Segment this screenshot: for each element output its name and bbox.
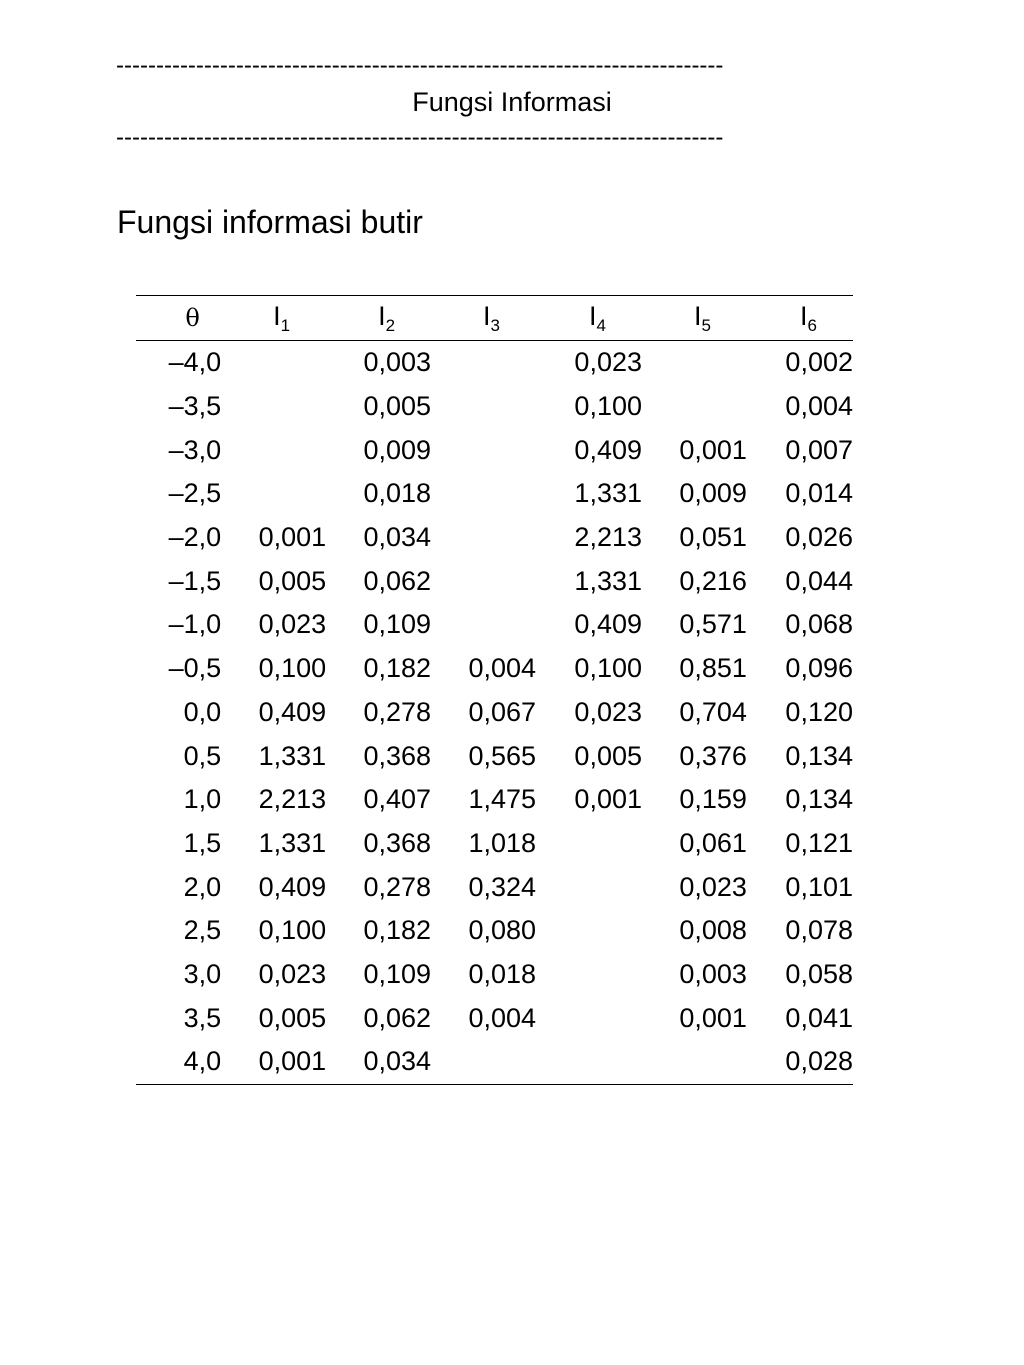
theta-cell: 3,5	[183, 1002, 222, 1033]
column-header-i4	[536, 296, 642, 341]
information-cell-i2: 0,005	[363, 391, 432, 422]
information-cell-i6: 0,068	[785, 609, 853, 640]
column-header-subscript: 1	[280, 315, 291, 335]
column-header-symbol: I	[378, 300, 386, 331]
information-cell-i4	[536, 909, 642, 953]
column-header-subscript: 3	[490, 315, 501, 335]
column-header-symbol: I	[273, 300, 281, 331]
theta-cell: 1,0	[183, 784, 222, 815]
table-row	[136, 865, 853, 909]
table-header-row	[136, 296, 853, 341]
theta-cell: 0,5	[183, 740, 222, 771]
information-cell-i5: 0,851	[679, 653, 747, 684]
information-cell-i2: 0,368	[363, 740, 432, 771]
information-cell-i1: 0,005	[258, 1002, 327, 1033]
information-cell-i2: 0,182	[363, 653, 432, 684]
information-cell-i3	[431, 516, 536, 560]
information-cell-i6: 0,134	[785, 740, 853, 771]
information-cell-i4: 0,005	[574, 740, 642, 771]
information-cell-i6: 0,004	[785, 391, 853, 422]
column-header-symbol: I	[483, 300, 491, 331]
table-body	[136, 341, 853, 1085]
column-header-symbol: I	[800, 300, 808, 331]
information-cell-i4: 0,023	[574, 696, 642, 727]
theta-cell: –2,5	[168, 478, 222, 509]
information-cell-i6: 0,121	[785, 827, 853, 858]
information-cell-i1: 0,023	[258, 958, 327, 989]
table-row	[136, 516, 853, 560]
information-cell-i5: 0,704	[679, 696, 747, 727]
information-cell-i2: 0,062	[363, 565, 432, 596]
information-cell-i2: 0,368	[363, 827, 432, 858]
information-cell-i4	[536, 1040, 642, 1084]
information-cell-i6: 0,026	[785, 522, 853, 553]
information-cell-i4: 0,100	[574, 653, 642, 684]
information-cell-i3	[431, 341, 536, 385]
information-cell-i1	[221, 428, 326, 472]
table-row	[136, 385, 853, 429]
information-cell-i6: 0,044	[785, 565, 853, 596]
information-cell-i3	[431, 472, 536, 516]
column-header-symbol: I	[693, 300, 702, 331]
information-cell-i4	[536, 996, 642, 1040]
column-header-subscript: 2	[385, 315, 396, 335]
information-cell-i5: 0,009	[679, 478, 747, 509]
information-table-container	[136, 295, 853, 1085]
information-cell-i4: 0,001	[574, 784, 642, 815]
information-cell-i6: 0,007	[785, 434, 853, 465]
column-header-i2	[326, 296, 431, 341]
table-row	[136, 428, 853, 472]
information-cell-i5	[642, 341, 747, 385]
information-cell-i2: 0,062	[363, 1002, 432, 1033]
information-cell-i4: 0,409	[574, 609, 642, 640]
information-cell-i6: 0,120	[785, 696, 853, 727]
information-cell-i6: 0,028	[785, 1046, 853, 1077]
information-cell-i6: 0,078	[785, 915, 853, 946]
information-cell-i5: 0,051	[679, 522, 747, 553]
table-row	[136, 647, 853, 691]
table-row	[136, 559, 853, 603]
information-cell-i1: 0,409	[258, 696, 327, 727]
information-cell-i1	[221, 385, 326, 429]
information-cell-i1: 1,331	[258, 740, 327, 771]
table-row	[136, 909, 853, 953]
table-row	[136, 953, 853, 997]
column-header-subscript: 6	[807, 315, 817, 335]
information-cell-i1	[221, 472, 326, 516]
information-cell-i3	[431, 559, 536, 603]
information-cell-i3	[431, 428, 536, 472]
table-row	[136, 691, 853, 735]
information-cell-i5	[642, 385, 747, 429]
information-cell-i5: 0,061	[679, 827, 747, 858]
information-cell-i3: 0,324	[468, 871, 537, 902]
table-row	[136, 341, 853, 385]
information-cell-i6: 0,101	[785, 871, 853, 902]
theta-cell: –4,0	[168, 347, 222, 378]
theta-cell: 0,0	[183, 696, 222, 727]
information-cell-i3: 0,067	[468, 696, 537, 727]
information-cell-i5: 0,003	[679, 958, 747, 989]
information-cell-i3: 0,565	[468, 740, 537, 771]
information-cell-i1: 0,409	[258, 871, 327, 902]
information-cell-i1: 0,023	[258, 609, 327, 640]
information-cell-i1	[221, 341, 326, 385]
column-header-symbol: θ	[185, 304, 200, 332]
information-cell-i3: 0,004	[468, 653, 537, 684]
information-cell-i4: 1,331	[574, 565, 642, 596]
header-rule-top: ----------------------------------------------------------------------------	[116, 54, 724, 78]
information-cell-i2: 0,018	[363, 478, 432, 509]
information-cell-i2: 0,009	[363, 434, 432, 465]
information-cell-i1: 0,001	[258, 522, 327, 553]
information-cell-i5: 0,216	[679, 565, 747, 596]
column-header-theta	[136, 296, 221, 341]
table-row	[136, 734, 853, 778]
information-cell-i4	[536, 822, 642, 866]
information-cell-i2: 0,034	[363, 1046, 432, 1077]
information-cell-i6: 0,058	[785, 958, 853, 989]
information-cell-i5: 0,376	[679, 740, 747, 771]
theta-cell: 4,0	[183, 1046, 222, 1077]
theta-cell: 1,5	[183, 827, 222, 858]
theta-cell: –1,5	[168, 565, 222, 596]
information-cell-i1: 0,100	[258, 653, 327, 684]
column-header-i6	[747, 296, 853, 341]
theta-cell: –3,5	[168, 391, 222, 422]
information-cell-i4	[536, 865, 642, 909]
information-cell-i1: 0,005	[258, 565, 327, 596]
information-cell-i5: 0,571	[679, 609, 747, 640]
information-cell-i5: 0,001	[679, 434, 747, 465]
column-header-subscript: 4	[596, 315, 606, 335]
information-cell-i4: 1,331	[574, 478, 642, 509]
information-cell-i2: 0,109	[363, 958, 432, 989]
table-row	[136, 822, 853, 866]
theta-cell: –1,0	[168, 609, 222, 640]
information-cell-i4: 2,213	[574, 522, 642, 553]
information-cell-i2: 0,278	[363, 696, 432, 727]
information-cell-i3	[431, 385, 536, 429]
information-cell-i3: 0,004	[468, 1002, 537, 1033]
information-cell-i2: 0,182	[363, 915, 432, 946]
information-cell-i3: 1,475	[468, 784, 537, 815]
header-rule-bottom: ----------------------------------------------------------------------------	[116, 126, 724, 150]
information-cell-i5: 0,159	[679, 784, 747, 815]
information-cell-i2: 0,278	[363, 871, 432, 902]
information-cell-i6: 0,134	[785, 784, 853, 815]
information-cell-i4	[536, 953, 642, 997]
column-header-i1	[221, 296, 326, 341]
theta-cell: –3,0	[168, 434, 222, 465]
information-cell-i3	[431, 603, 536, 647]
information-cell-i3	[431, 1040, 536, 1084]
information-cell-i6: 0,014	[785, 478, 853, 509]
information-cell-i3: 0,080	[468, 915, 537, 946]
theta-cell: –2,0	[168, 522, 222, 553]
information-cell-i5: 0,008	[679, 915, 747, 946]
information-cell-i6: 0,096	[785, 653, 853, 684]
information-cell-i4: 0,409	[574, 434, 642, 465]
information-cell-i2: 0,003	[363, 347, 432, 378]
table-row	[136, 603, 853, 647]
column-header-i3	[431, 296, 536, 341]
table-row	[136, 1040, 853, 1084]
information-cell-i6: 0,041	[785, 1002, 853, 1033]
theta-cell: 2,5	[183, 915, 222, 946]
information-cell-i5	[642, 1040, 747, 1084]
information-cell-i1: 1,331	[258, 827, 327, 858]
information-cell-i4: 0,100	[574, 391, 642, 422]
column-header-i5	[642, 296, 747, 341]
information-cell-i1: 2,213	[258, 784, 327, 815]
table-row	[136, 778, 853, 822]
information-cell-i3: 1,018	[468, 827, 537, 858]
information-cell-i2: 0,407	[363, 784, 432, 815]
theta-cell: –0,5	[168, 653, 222, 684]
page-header-title: Fungsi Informasi	[412, 87, 612, 117]
information-cell-i1: 0,001	[258, 1046, 327, 1077]
information-cell-i5: 0,001	[679, 1002, 747, 1033]
information-cell-i3: 0,018	[468, 958, 537, 989]
information-table	[136, 295, 853, 1085]
table-row	[136, 472, 853, 516]
information-cell-i5: 0,023	[679, 871, 747, 902]
column-header-symbol: I	[589, 300, 597, 331]
information-cell-i4: 0,023	[574, 347, 642, 378]
information-cell-i1: 0,100	[258, 915, 327, 946]
information-cell-i2: 0,109	[363, 609, 432, 640]
information-cell-i2: 0,034	[363, 522, 432, 553]
table-row	[136, 996, 853, 1040]
information-cell-i6: 0,002	[785, 347, 853, 378]
section-title: Fungsi informasi butir	[117, 204, 423, 240]
theta-cell: 2,0	[183, 871, 222, 902]
theta-cell: 3,0	[183, 958, 222, 989]
column-header-subscript: 5	[701, 315, 711, 335]
